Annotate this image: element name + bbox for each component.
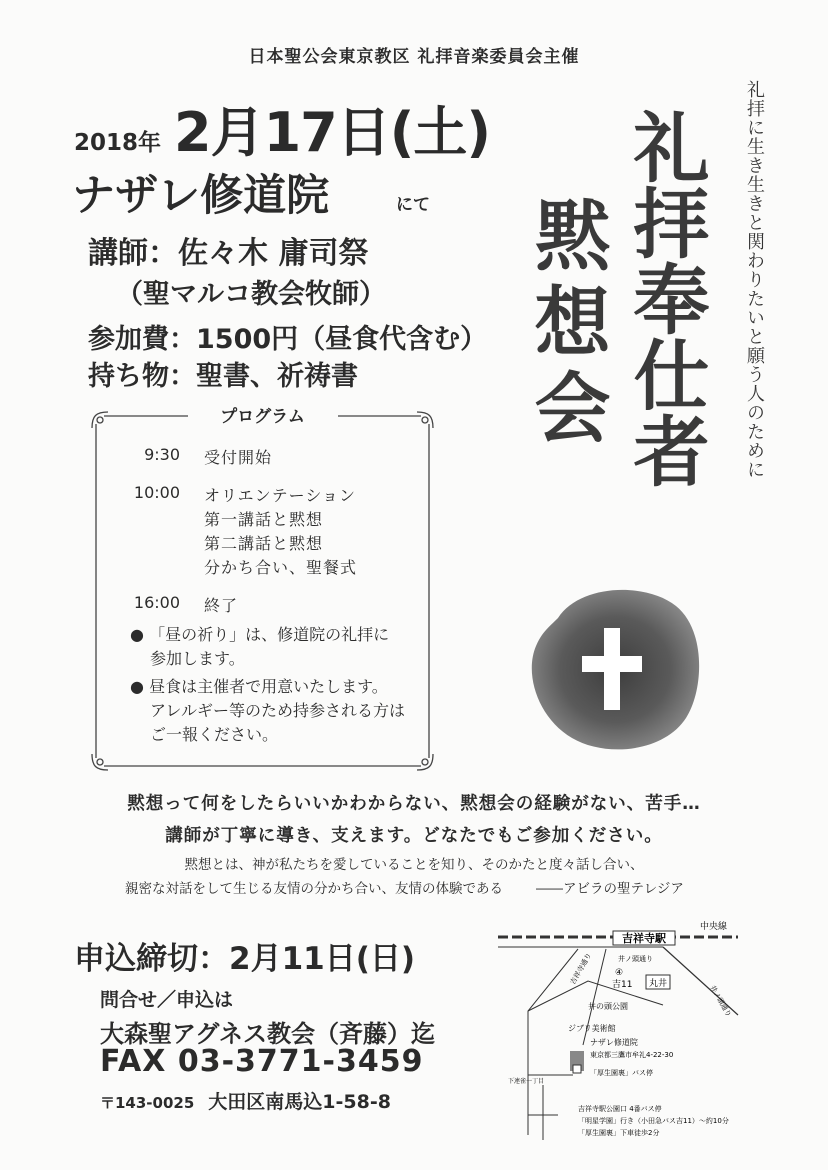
schedule-item: 受付開始: [204, 448, 273, 467]
schedule-item: 第一講話と黙想: [204, 510, 324, 529]
map-stop-1: 井の頭公園: [588, 1002, 628, 1011]
event-items: 持ち物：聖書、祈祷書: [88, 361, 358, 392]
lead-line-1: 黙想って何をしたらいいかわからない、黙想会の経験がない、苦手…: [127, 794, 701, 814]
map-store: 丸井: [649, 979, 668, 989]
lead-line-2: 講師が丁寧に導き、支えます。どなたでもご参加ください。: [165, 826, 663, 846]
map-venue: ナザレ修道院: [590, 1038, 638, 1047]
event-venue-suffix: にて: [396, 195, 430, 215]
contact-church: 大森聖アグネス教会（斉藤）迄: [100, 1020, 436, 1048]
map-road-3: 井ノ頭通り: [708, 984, 733, 1019]
map-stop-2: 「厚生園裏」バス停: [590, 1069, 653, 1077]
map-venue-address: 東京都三鷹市牟礼4-22-30: [590, 1051, 674, 1059]
event-venue: ナザレ修道院: [72, 171, 330, 221]
map-road: 井ノ頭通り: [618, 955, 653, 963]
event-speaker-church: （聖マルコ教会牧師）: [116, 279, 386, 310]
program-box: [90, 407, 435, 772]
note-2: ● 昼食は主催者で用意いたします。 アレルギー等のため持参される方は ご一報ください。: [130, 677, 405, 744]
event-fee: 参加費：1500円（昼食代含む）: [88, 324, 488, 355]
note-1: ● 「昼の祈り」は、修道院の礼拝に 参加します。: [130, 625, 390, 668]
map-directions-1: 吉祥寺駅公園口 4番バス停: [578, 1105, 662, 1113]
program-heading: プログラム: [90, 402, 435, 427]
schedule-time: 10:00: [133, 483, 180, 502]
schedule-time: 9:30: [144, 445, 180, 464]
map-stop-3: 下連雀一丁目: [508, 1078, 545, 1085]
event-year: 2018年: [74, 130, 162, 156]
title-line-2: 黙想会: [522, 196, 611, 454]
organizer: 日本聖公会東京教区 礼拝音楽委員会主催: [248, 47, 580, 67]
postal-address: 〒143-0025 大田区南馬込1-58-8: [100, 1091, 391, 1113]
deadline: 申込締切：2月11日(日): [74, 941, 416, 977]
schedule-item: 分かち合い、聖餐式: [204, 558, 358, 577]
cross-illustration: [518, 578, 708, 758]
schedule-item: オリエンテーション: [204, 486, 357, 505]
quote-line-1: 黙想とは、神が私たちを愛していることを知り、そのかたと度々話し合い、: [184, 857, 644, 873]
schedule-item: 終了: [204, 596, 239, 615]
access-map: [488, 915, 748, 1153]
quote-attribution: ――アビラの聖テレジア: [536, 881, 684, 897]
schedule-item: 第二講話と黙想: [204, 534, 324, 553]
map-route: ④: [615, 968, 624, 978]
title-line-1: 礼拝奉仕者: [621, 108, 710, 488]
quote-line-2: 親密な対話をして生じる友情の分かち合い、友情の体験である: [125, 881, 503, 897]
map-directions-3: 「厚生園裏」下車徒歩2分: [578, 1129, 660, 1137]
fax-number: FAX 03-3771-3459: [100, 1044, 424, 1079]
map-directions-2: 「明星学園」行き（小田急バス吉11）～約10分: [578, 1117, 729, 1125]
map-bus: 吉11: [612, 980, 633, 990]
event-speaker: 講師：佐々木 庸司祭: [88, 236, 369, 271]
map-station: 吉祥寺駅: [622, 932, 666, 945]
bullet-icon: ●: [130, 625, 144, 644]
contact-label: 問合せ／申込は: [100, 989, 234, 1011]
event-date: 2月17日(土): [174, 101, 491, 164]
map-line: 中央線: [700, 922, 728, 932]
map-museum: ジブリ美術館: [568, 1024, 616, 1033]
schedule-time: 16:00: [133, 593, 180, 612]
bullet-icon: ●: [130, 677, 144, 696]
map-road-2: 吉祥寺通り: [568, 951, 594, 986]
subtitle: 礼拝に生き生きと関わりたいと願う人のために: [744, 80, 765, 479]
